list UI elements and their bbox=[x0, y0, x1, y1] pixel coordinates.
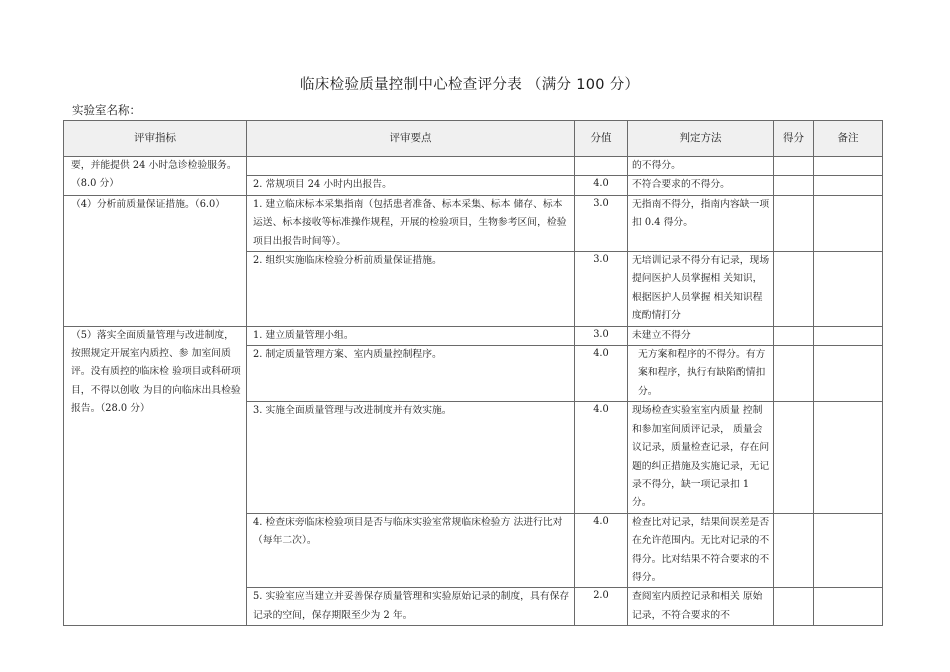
col-header-remark: 备注 bbox=[814, 121, 883, 157]
remark-cell bbox=[814, 588, 883, 626]
col-header-point: 评审要点 bbox=[247, 121, 575, 157]
point-cell: 1. 建立临床标本采集指南（包括患者准备、标本采集、标本 储存、标本运送、标本接收等标准操作规程，开展的检验项目，生物参考区间，检验项目出报告时间等）。 bbox=[247, 195, 575, 251]
method-cell: 无方案和程序的不得分。有方案和程序，执行有缺陷酌情扣分。 bbox=[628, 346, 774, 402]
page-title: 临床检验质量控制中心检查评分表 （满分 100 分） bbox=[300, 77, 640, 93]
remark-cell bbox=[814, 157, 883, 176]
col-header-score: 分值 bbox=[575, 121, 628, 157]
method-cell: 检查比对记录，结果间误差是否在允许范围内。无比对记录的不得分。比对结果不符合要求的不得分。 bbox=[628, 513, 774, 588]
remark-cell bbox=[814, 346, 883, 402]
point-cell: 2. 制定质量管理方案、室内质量控制程序。 bbox=[247, 346, 575, 402]
remark-cell bbox=[814, 402, 883, 513]
method-cell: 无培训记录不得分有记录，现场提问医护人员掌握相 关知识，根据医护人员掌握 相关知识程度酌情打分 bbox=[628, 252, 774, 327]
point-cell bbox=[247, 157, 575, 176]
indicator-cell: （5）落实全面质量管理与改进制度，按照规定开展室内质控、参 加室间质评。没有质控的临床检 验项目或科研项目，不得以创收 为目的向临床出具检验报告。（28.0 分） bbox=[64, 326, 247, 626]
got-cell bbox=[774, 195, 814, 251]
point-cell: 4. 检查床旁临床检验项目是否与临床实验室常规临床检验方 法进行比对（每年二次）。 bbox=[247, 513, 575, 588]
score-cell: 4.0 bbox=[575, 176, 628, 195]
col-header-indicator: 评审指标 bbox=[64, 121, 247, 157]
score-cell: 3.0 bbox=[575, 326, 628, 345]
table-header-row bbox=[64, 121, 883, 157]
point-cell: 3. 实施全面质量管理与改进制度并有效实施。 bbox=[247, 402, 575, 513]
method-cell: 不符合要求的不得分。 bbox=[628, 176, 774, 195]
score-table bbox=[63, 120, 883, 626]
method-cell: 查阅室内质控记录和相关 原始记录，不符合要求的不 bbox=[628, 588, 774, 626]
score-cell: 4.0 bbox=[575, 402, 628, 513]
got-cell bbox=[774, 513, 814, 588]
method-cell: 的不得分。 bbox=[628, 157, 774, 176]
table-row bbox=[64, 157, 883, 176]
score-cell: 3.0 bbox=[575, 195, 628, 251]
method-cell: 未建立不得分 bbox=[628, 326, 774, 345]
score-cell: 3.0 bbox=[575, 252, 628, 327]
indicator-cell: （4）分析前质量保证措施。（6.0） bbox=[64, 195, 247, 326]
got-cell bbox=[774, 326, 814, 345]
table-row bbox=[64, 195, 883, 251]
got-cell bbox=[774, 176, 814, 195]
remark-cell bbox=[814, 513, 883, 588]
score-cell: 4.0 bbox=[575, 513, 628, 588]
point-cell: 2. 组织实施临床检验分析前质量保证措施。 bbox=[247, 252, 575, 327]
lab-name-label: 实验室名称： bbox=[72, 103, 141, 117]
remark-cell bbox=[814, 176, 883, 195]
col-header-got: 得分 bbox=[774, 121, 814, 157]
point-cell: 5. 实验室应当建立并妥善保存质量管理和实验原始记录的制度，具有保存记录的空间，保存期限至少为 2 年。 bbox=[247, 588, 575, 626]
got-cell bbox=[774, 402, 814, 513]
point-cell: 1. 建立质量管理小组。 bbox=[247, 326, 575, 345]
table-row bbox=[64, 326, 883, 345]
method-cell: 无指南不得分，指南内容缺一项扣 0.4 得分。 bbox=[628, 195, 774, 251]
got-cell bbox=[774, 346, 814, 402]
score-cell: 4.0 bbox=[575, 346, 628, 402]
score-cell bbox=[575, 157, 628, 176]
point-cell: 2. 常规项目 24 小时内出报告。 bbox=[247, 176, 575, 195]
indicator-cell: 要，并能提供 24 小时急诊检验服务。（8.0 分） bbox=[64, 157, 247, 196]
remark-cell bbox=[814, 326, 883, 345]
got-cell bbox=[774, 588, 814, 626]
method-cell: 现场检查实验室室内质量 控制和参加室间质评记录， 质量会议记录，质量检查记录，存在问题的纠正措施及实施记录，无记录不得分，缺一项记录扣 1 分。 bbox=[628, 402, 774, 513]
score-cell: 2.0 bbox=[575, 588, 628, 626]
got-cell bbox=[774, 252, 814, 327]
remark-cell bbox=[814, 195, 883, 251]
got-cell bbox=[774, 157, 814, 176]
col-header-method: 判定方法 bbox=[628, 121, 774, 157]
remark-cell bbox=[814, 252, 883, 327]
